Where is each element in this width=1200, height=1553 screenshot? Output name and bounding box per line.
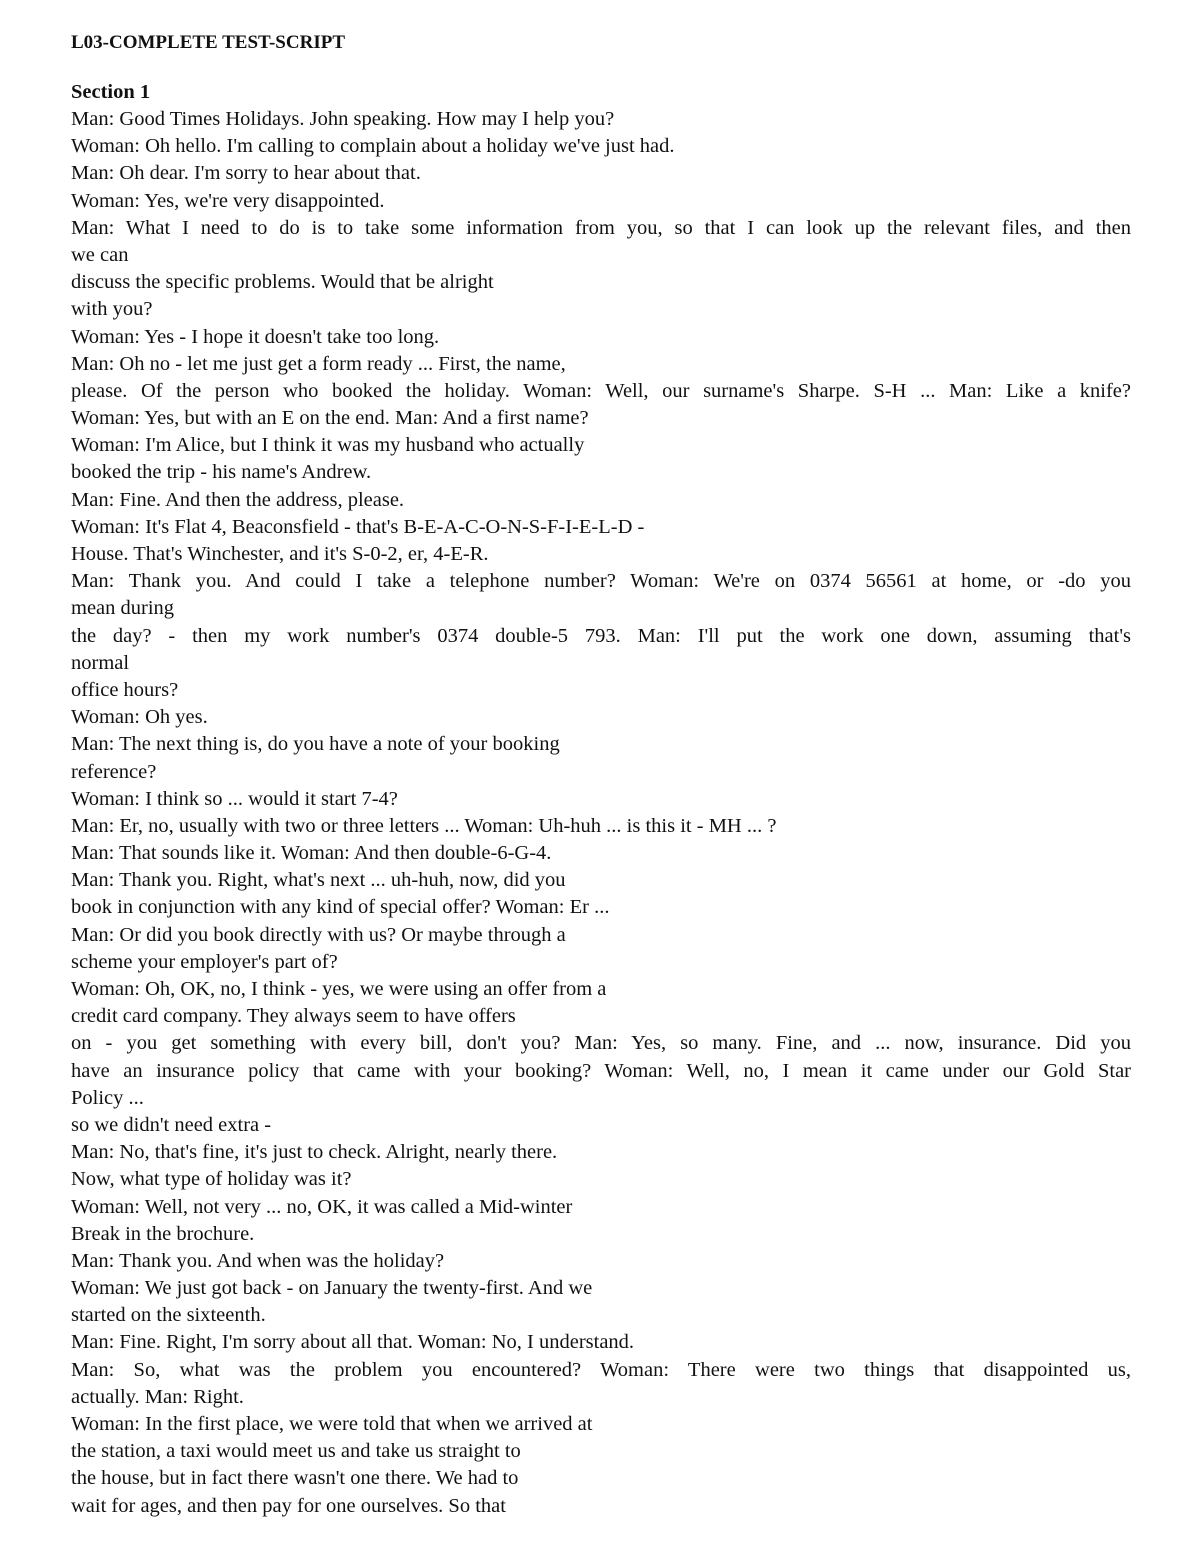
transcript-line: the house, but in fact there wasn't one there. We had to: [71, 1467, 519, 1490]
transcript-line: normal: [71, 651, 130, 674]
transcript-line: Woman: Well, not very ... no, OK, it was called a Mid-winter: [71, 1195, 573, 1218]
transcript-line: Policy ...: [71, 1086, 144, 1109]
transcript-line: House. That's Winchester, and it's S-0-2, er, 4-E-R.: [71, 543, 489, 565]
transcript-line: Man: No, that's fine, it's just to check. Alright, nearly there.: [71, 1141, 558, 1164]
transcript-line: Woman: It's Flat 4, Beaconsfield - that's B-E-A-C-O-N-S-F-I-E-L-D -: [71, 515, 645, 538]
transcript-line: Man: The next thing is, do you have a note of your booking: [71, 733, 560, 756]
transcript-line: Man: What I need to do is to take some information from you, so that I can look up the relevant files, and then: [71, 216, 1131, 239]
transcript-line: Woman: Yes - I hope it doesn't take too long.: [71, 325, 440, 348]
transcript-line: Man: Thank you. And could I take a telephone number? Woman: We're on 0374 56561 at home, or -do you: [71, 570, 1131, 593]
transcript-line: mean during: [71, 597, 175, 620]
transcript-line: started on the sixteenth.: [71, 1304, 266, 1327]
transcript-line: Woman: Yes, we're very disappointed.: [71, 189, 385, 212]
transcript-line: we can: [71, 243, 129, 266]
transcript-line: Man: Good Times Holidays. John speaking. How may I help you?: [71, 108, 615, 130]
transcript-line: credit card company. They always seem to have offers: [71, 1005, 516, 1028]
document-title: L03-COMPLETE TEST-SCRIPT: [71, 32, 345, 53]
transcript-line: Man: That sounds like it. Woman: And then double-6-G-4.: [71, 842, 552, 865]
transcript-body: [71, 106, 1131, 1520]
transcript-line: with you?: [71, 298, 153, 321]
transcript-line: Man: Or did you book directly with us? Or maybe through a: [71, 923, 566, 946]
transcript-line: reference?: [71, 760, 157, 783]
transcript-line: the station, a taxi would meet us and take us straight to: [71, 1440, 521, 1463]
transcript-line: Man: Fine. Right, I'm sorry about all that. Woman: No, I understand.: [71, 1331, 635, 1354]
transcript-line: Man: Oh no - let me just get a form ready ... First, the name,: [71, 352, 566, 375]
transcript-line: Now, what type of holiday was it?: [71, 1168, 352, 1191]
transcript-line: Woman: Oh, OK, no, I think - yes, we were using an offer from a: [71, 978, 607, 1000]
transcript-line: booked the trip - his name's Andrew.: [71, 461, 372, 484]
transcript-line: please. Of the person who booked the holiday. Woman: Well, our surname's Sharpe. S-H ... Man: Like a knife?: [71, 379, 1131, 402]
transcript-line: Man: Thank you. Right, what's next ... uh-huh, now, did you: [71, 869, 566, 892]
transcript-line: Man: So, what was the problem you encountered? Woman: There were two things that disappointed us,: [71, 1358, 1131, 1381]
transcript-line: Man: Er, no, usually with two or three letters ... Woman: Uh-huh ... is this it - MH ... ?: [71, 814, 777, 837]
transcript-line: scheme your employer's part of?: [71, 950, 338, 973]
transcript-line: Woman: We just got back - on January the twenty-first. And we: [71, 1277, 593, 1300]
transcript-line: discuss the specific problems. Would that be alright: [71, 271, 494, 294]
transcript-line: the day? - then my work number's 0374 double-5 793. Man: I'll put the work one down, assuming that's: [71, 624, 1131, 647]
transcript-line: actually. Man: Right.: [71, 1385, 244, 1408]
transcript-line: have an insurance policy that came with your booking? Woman: Well, no, I mean it came under our Gold Star: [71, 1059, 1131, 1082]
transcript-line: Break in the brochure.: [71, 1222, 255, 1245]
section-heading: Section 1: [71, 81, 151, 103]
transcript-line: Woman: Oh yes.: [71, 706, 208, 729]
transcript-line: book in conjunction with any kind of special offer? Woman: Er ...: [71, 896, 610, 919]
transcript-line: Man: Fine. And then the address, please.: [71, 488, 405, 511]
transcript-line: wait for ages, and then pay for one ourselves. So that: [71, 1494, 506, 1517]
transcript-line: so we didn't need extra -: [71, 1113, 272, 1136]
transcript-line: Man: Oh dear. I'm sorry to hear about that.: [71, 162, 421, 185]
transcript-line: Woman: I think so ... would it start 7-4?: [71, 787, 398, 810]
document-page: [71, 30, 1131, 1520]
transcript-line: Woman: In the first place, we were told that when we arrived at: [71, 1413, 593, 1435]
transcript-line: Woman: Yes, but with an E on the end. Man: And a first name?: [71, 407, 589, 430]
transcript-line: on - you get something with every bill, don't you? Man: Yes, so many. Fine, and ... now, insurance. Did you: [71, 1032, 1131, 1055]
transcript-line: office hours?: [71, 678, 179, 701]
transcript-line: Man: Thank you. And when was the holiday?: [71, 1249, 445, 1272]
transcript-line: Woman: I'm Alice, but I think it was my husband who actually: [71, 434, 585, 457]
transcript-line: Woman: Oh hello. I'm calling to complain about a holiday we've just had.: [71, 135, 675, 158]
